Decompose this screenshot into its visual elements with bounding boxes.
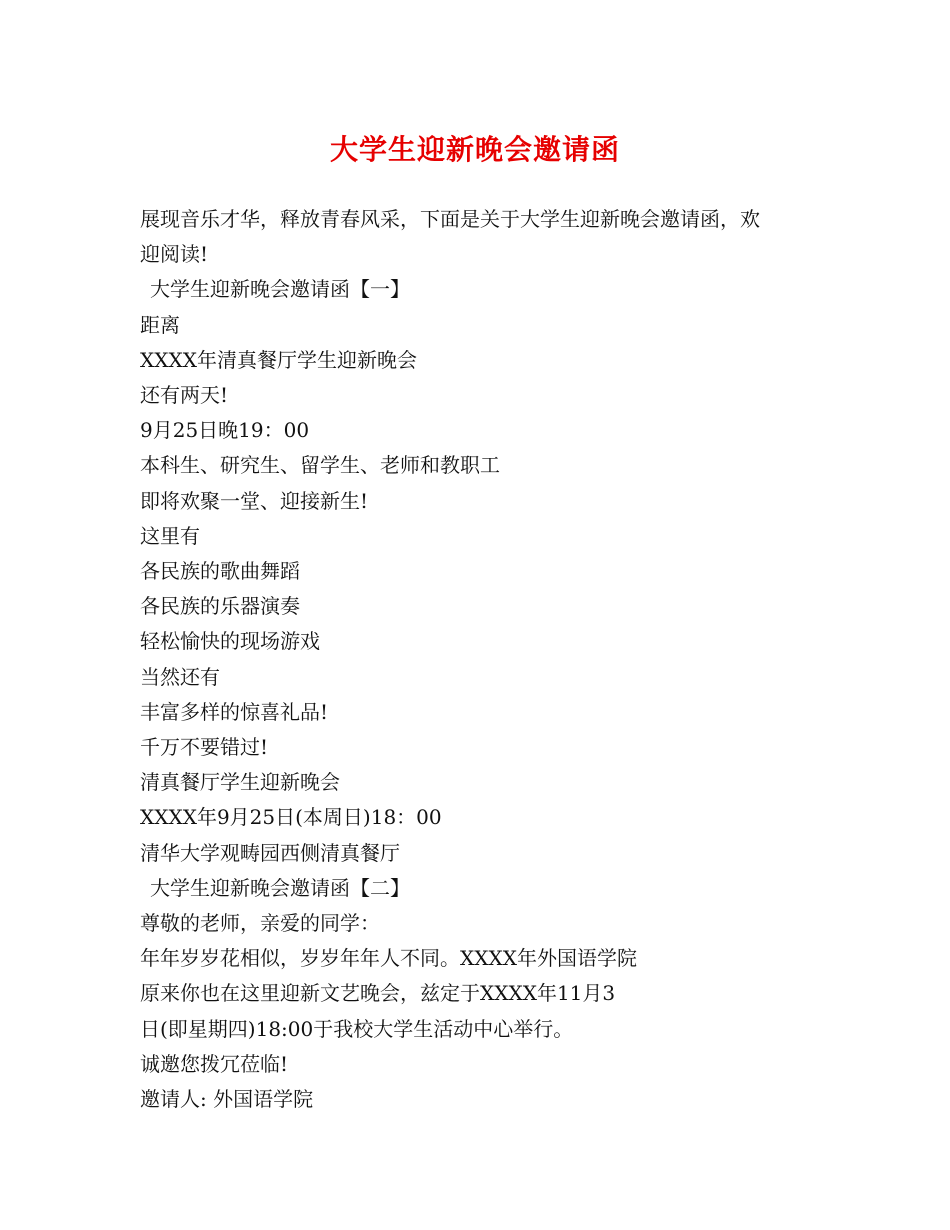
section-1-line: 9月25日晚19：00: [140, 418, 310, 443]
section-1-line: 轻松愉快的现场游戏: [140, 629, 320, 654]
section-1-line: 丰富多样的惊喜礼品!: [140, 699, 329, 724]
section-1-line: 还有两天!: [140, 383, 229, 408]
intro-line-1: 展现音乐才华，释放青春风采，下面是关于大学生迎新晚会邀请函，欢: [140, 207, 760, 231]
section-2-line: 原来你也在这里迎新文艺晚会，兹定于XXXX年11月3: [140, 981, 616, 1006]
section-2-line: 年年岁岁花相似，岁岁年年人不同。XXXX年外国语学院: [140, 946, 637, 971]
section-1-line: 距离: [140, 312, 180, 337]
section-1-line: XXXX年9月25日(本周日)18：00: [140, 805, 442, 830]
section-1-line: 各民族的歌曲舞蹈: [140, 559, 300, 584]
section-1-line: 千万不要错过!: [140, 735, 269, 760]
section-2-line: 诚邀您拨冗莅临!: [140, 1051, 289, 1076]
section-1-line: 这里有: [140, 523, 200, 548]
section-1-line: 当然还有: [140, 664, 220, 689]
section-1-line: 清真餐厅学生迎新晚会: [140, 770, 340, 795]
section-2-heading: 大学生迎新晚会邀请函【二】: [150, 875, 410, 900]
section-1-line: 各民族的乐器演奏: [140, 594, 300, 619]
document-body: [140, 202, 820, 1117]
section-1-line: 即将欢聚一堂、迎接新生!: [140, 488, 369, 513]
intro-line-2: 迎阅读!: [140, 242, 209, 267]
section-1-heading: 大学生迎新晚会邀请函【一】: [150, 277, 410, 302]
section-2-line: 邀请人: 外国语学院: [140, 1087, 314, 1112]
section-2-line: 尊敬的老师，亲爱的同学：: [140, 911, 380, 936]
section-2-line: 日(即星期四)18:00于我校大学生活动中心举行。: [140, 1016, 574, 1041]
section-1-line: 清华大学观畴园西侧清真餐厅: [140, 840, 400, 865]
section-1-line: XXXX年清真餐厅学生迎新晚会: [140, 347, 417, 372]
section-1-line: 本科生、研究生、留学生、老师和教职工: [140, 453, 500, 478]
document-title: 大学生迎新晚会邀请函: [329, 133, 620, 166]
